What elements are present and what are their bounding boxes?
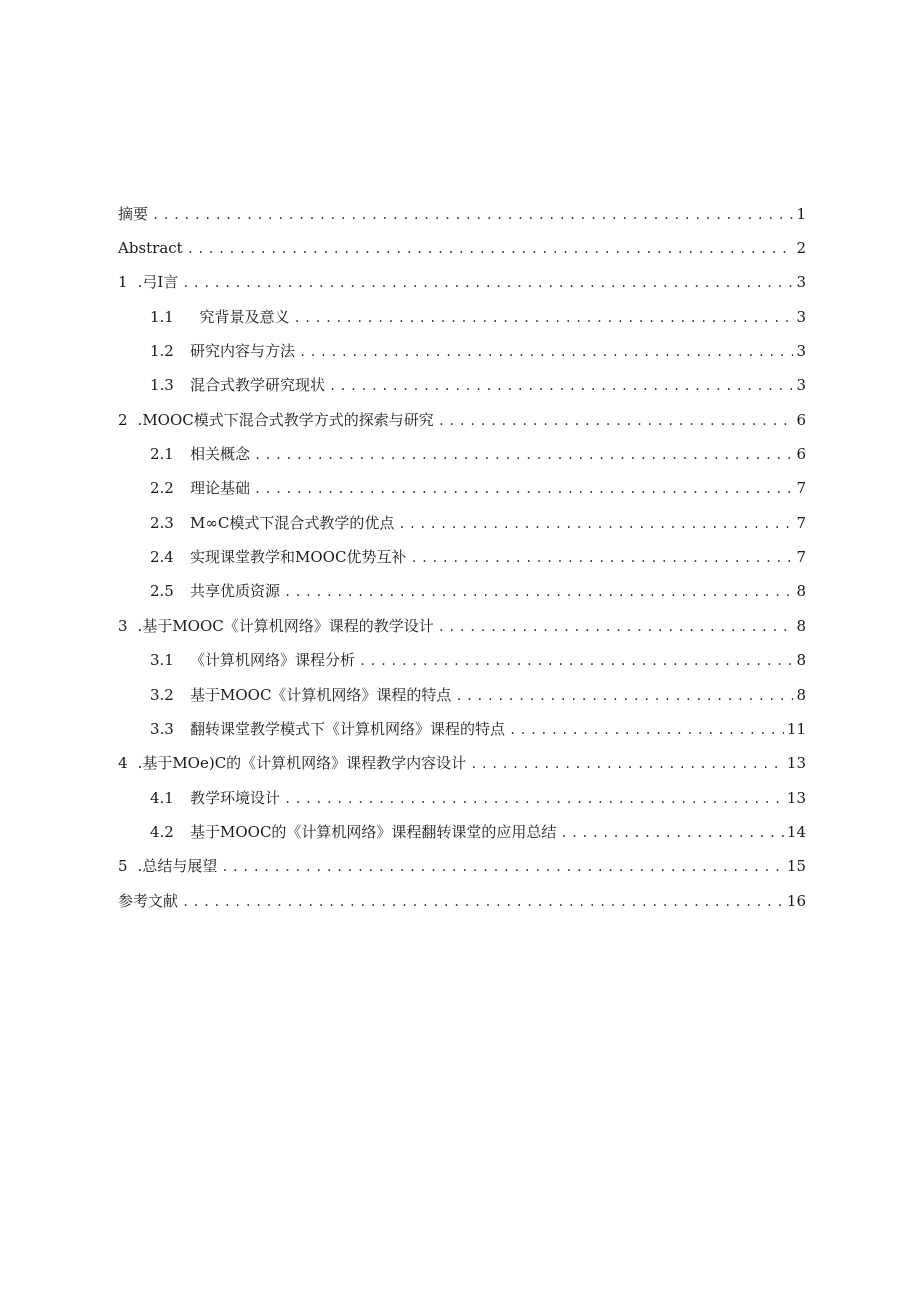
toc-entry-number: 3.3 (150, 720, 174, 738)
dot-leader (398, 513, 793, 535)
toc-entry-section-1-2 (150, 340, 806, 362)
toc-entry-page: 13 (786, 789, 806, 807)
toc-entry-abstract-cn (118, 203, 806, 225)
toc-entry-page: 7 (796, 479, 806, 497)
dot-leader (182, 891, 784, 913)
toc-entry-title: 究背景及意义 (190, 308, 290, 326)
toc-entry-title: .总结与展望 (137, 857, 218, 875)
toc-entry-page: 16 (786, 892, 806, 910)
toc-entry-title: 教学环境设计 (190, 789, 281, 807)
toc-entry-title: 参考文献 (118, 892, 179, 910)
toc-entry-number: 2 (118, 411, 128, 429)
toc-entry-title: 摘要 (118, 205, 149, 223)
toc-entry-page: 8 (796, 582, 806, 600)
toc-entry-chapter-4 (118, 752, 806, 774)
toc-entry-number: 3.2 (150, 686, 174, 704)
toc-entry-number: 2.2 (150, 479, 174, 497)
toc-entry-page: 14 (786, 823, 806, 841)
dot-leader (284, 788, 784, 810)
toc-entry-title: 理论基础 (190, 479, 251, 497)
toc-entry-number: 1 (118, 273, 128, 291)
dot-leader (221, 856, 784, 878)
dot-leader (284, 581, 793, 603)
toc-entry-number: 4.2 (150, 823, 174, 841)
toc-entry-number: 4 (118, 754, 128, 772)
toc-entry-title: .基于MOe)C的《计算机网络》课程教学内容设计 (137, 754, 467, 772)
toc-entry-page: 1 (796, 205, 806, 223)
toc-entry-number: 2.1 (150, 445, 174, 463)
toc-entry-title: .弓I言 (137, 273, 179, 291)
toc-entry-section-3-2 (150, 684, 806, 706)
dot-leader (438, 410, 793, 432)
toc-entry-number: 5 (118, 857, 128, 875)
toc-entry-section-2-1 (150, 443, 806, 465)
toc-entry-page: 13 (786, 754, 806, 772)
dot-leader (410, 547, 793, 569)
toc-entry-page: 3 (796, 342, 806, 360)
toc-entry-page: 6 (796, 445, 806, 463)
toc-entry-page: 7 (796, 514, 806, 532)
toc-entry-page: 8 (796, 651, 806, 669)
dot-leader (152, 204, 793, 226)
dot-leader (359, 650, 793, 672)
toc-entry-number: 3 (118, 617, 128, 635)
toc-entry-section-1-1 (150, 306, 806, 328)
toc-entry-title: M∞C模式下混合式教学的优点 (190, 514, 395, 532)
toc-entry-title: Abstract (118, 239, 183, 257)
dot-leader (187, 238, 793, 260)
toc-entry-page: 8 (796, 686, 806, 704)
toc-entry-number: 3.1 (150, 651, 174, 669)
toc-entry-section-3-1 (150, 649, 806, 671)
dot-leader (470, 753, 784, 775)
toc-entry-number: 4.1 (150, 789, 174, 807)
toc-entry-title: 混合式教学研究现状 (190, 376, 326, 394)
dot-leader (560, 822, 783, 844)
toc-entry-page: 15 (786, 857, 806, 875)
toc-entry-number: 2.4 (150, 548, 174, 566)
toc-entry-abstract-en (118, 237, 806, 259)
toc-entry-title: 研究内容与方法 (190, 342, 296, 360)
toc-entry-page: 6 (796, 411, 806, 429)
toc-entry-references (118, 890, 806, 912)
toc-entry-number: 1.1 (150, 308, 174, 326)
toc-entry-chapter-2 (118, 409, 806, 431)
toc-entry-page: 3 (796, 376, 806, 394)
toc-entry-page: 2 (796, 239, 806, 257)
toc-entry-title: 相关概念 (190, 445, 251, 463)
toc-entry-page: 7 (796, 548, 806, 566)
toc-entry-title: 翻转课堂教学模式下《计算机网络》课程的特点 (190, 720, 506, 738)
toc-entry-page: 8 (796, 617, 806, 635)
toc-entry-title: .基于MOOC《计算机网络》课程的教学设计 (137, 617, 434, 635)
dot-leader (509, 719, 784, 741)
toc-entry-title: 基于MOOC《计算机网络》课程的特点 (190, 686, 452, 704)
toc-entry-title: .MOOC模式下混合式教学方式的探索与研究 (137, 411, 434, 429)
toc-entry-page: 3 (796, 273, 806, 291)
toc-entry-page: 11 (786, 720, 806, 738)
toc-entry-number: 1.2 (150, 342, 174, 360)
toc-entry-section-3-3 (150, 718, 806, 740)
toc-entry-number: 1.3 (150, 376, 174, 394)
toc-entry-chapter-3 (118, 615, 806, 637)
toc-entry-title: 实现课堂教学和MOOC优势互补 (190, 548, 407, 566)
toc-entry-section-1-3 (150, 374, 806, 396)
toc-entry-section-4-2 (150, 821, 806, 843)
toc-entry-title: 共享优质资源 (190, 582, 281, 600)
toc-entry-number: 2.3 (150, 514, 174, 532)
dot-leader (254, 444, 793, 466)
toc-entry-chapter-1 (118, 271, 806, 293)
toc-entry-number: 2.5 (150, 582, 174, 600)
toc-entry-section-2-3 (150, 512, 806, 534)
dot-leader (455, 685, 793, 707)
toc-entry-section-2-4 (150, 546, 806, 568)
dot-leader (299, 341, 793, 363)
toc-entry-section-2-5 (150, 580, 806, 602)
dot-leader (254, 478, 793, 500)
toc-entry-section-4-1 (150, 787, 806, 809)
dot-leader (182, 272, 793, 294)
dot-leader (329, 375, 793, 397)
toc-entry-page: 3 (796, 308, 806, 326)
toc-entry-title: 基于MOOC的《计算机网络》课程翻转课堂的应用总结 (190, 823, 557, 841)
dot-leader (294, 307, 793, 329)
dot-leader (438, 616, 793, 638)
toc-entry-title: 《计算机网络》课程分析 (190, 651, 356, 669)
toc-entry-section-2-2 (150, 477, 806, 499)
toc-entry-chapter-5 (118, 855, 806, 877)
